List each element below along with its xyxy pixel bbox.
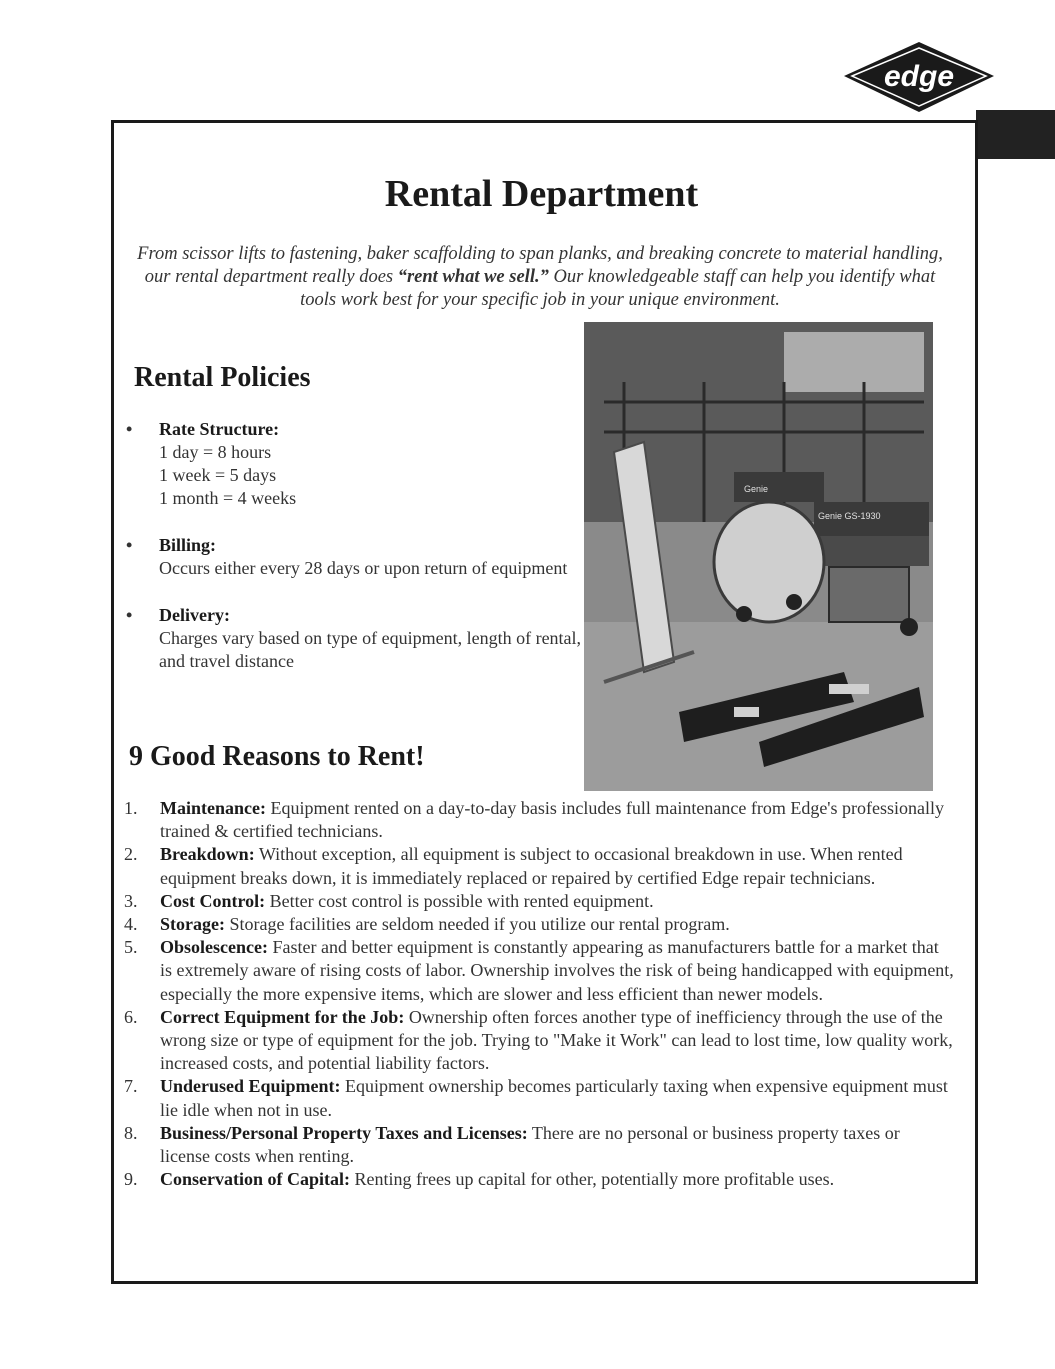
reason-number: 4. — [124, 914, 138, 935]
reason-text: Equipment ownership becomes particularly taxing when expensive equipment must lie idle when not in use. — [160, 1076, 948, 1120]
reason-text: Without exception, all equipment is subject to occasional breakdown in use. When rented equipment breaks down, it is immediately replaced or repaired by certified Edge repair technicians. — [160, 844, 903, 888]
intro-paragraph — [130, 243, 950, 312]
reason-heading: Obsolescence: — [160, 937, 268, 958]
policy-line: 1 week = 5 days — [159, 465, 277, 485]
bullet-icon: • — [126, 419, 133, 439]
intro-text-before: From scissor lifts to fastening, baker scaffolding to span planks, and breaking concrete to material handling, our rental department really does — [137, 244, 943, 287]
bullet-icon: • — [126, 605, 133, 625]
reason-heading: Underused Equipment: — [160, 1076, 341, 1097]
svg-text:edge: edge — [883, 60, 955, 93]
reason-item — [124, 913, 954, 936]
bullet-icon: • — [126, 535, 133, 555]
reason-number: 2. — [124, 844, 138, 865]
reason-text: Storage facilities are seldom needed if you utilize our rental program. — [224, 914, 730, 935]
reason-item — [124, 1122, 954, 1168]
reason-heading: Breakdown: — [160, 844, 255, 865]
reason-number: 5. — [124, 937, 138, 958]
reason-text: Renting frees up capital for other, potentially more profitable uses. — [350, 1169, 835, 1190]
policy-item — [126, 418, 586, 510]
reasons-heading: 9 Good Reasons to Rent! — [129, 741, 425, 772]
reason-item — [124, 890, 954, 913]
svg-text:Genie: Genie — [744, 484, 769, 494]
policy-heading: Billing: — [159, 535, 217, 555]
reason-item — [124, 936, 954, 1006]
reason-item — [124, 1075, 954, 1121]
reason-item — [124, 1168, 954, 1191]
reason-number: 1. — [124, 798, 138, 818]
reason-text: Faster and better equipment is constantly appearing as manufacturers battle for a market that is extremely aware of rising costs of labor. Ownership involves the risk of being handicapped with equipment, especially the more expensive items, which are slower and less efficient than newer models. — [160, 937, 954, 1004]
reason-text: Equipment rented on a day-to-day basis includes full maintenance from Edge's professionally trained & certified technicians. — [160, 798, 945, 842]
intro-emphasis: “rent what we sell.” — [397, 267, 549, 287]
policy-item — [126, 604, 586, 673]
policy-line: 1 month = 4 weeks — [159, 488, 297, 508]
reason-item — [124, 1006, 954, 1076]
svg-text:Genie GS-1930: Genie GS-1930 — [818, 511, 881, 521]
policy-line: 1 day = 8 hours — [159, 442, 272, 462]
policy-heading: Delivery: — [159, 605, 230, 625]
reason-number: 9. — [124, 1169, 138, 1190]
section-tab-marker — [976, 110, 1055, 159]
reason-heading: Conservation of Capital: — [160, 1169, 350, 1190]
rental-policies-list — [126, 418, 586, 697]
policy-line: Charges vary based on type of equipment, length of rental, and travel distance — [159, 628, 582, 671]
rental-equipment-photo — [584, 322, 933, 791]
reason-heading: Maintenance: — [160, 798, 266, 818]
reason-item — [124, 843, 954, 889]
reason-item — [124, 797, 954, 843]
rental-policies-heading: Rental Policies — [134, 362, 311, 393]
reason-number: 7. — [124, 1076, 138, 1097]
reason-number: 8. — [124, 1122, 138, 1143]
reason-heading: Cost Control: — [160, 890, 266, 911]
reason-heading: Correct Equipment for the Job: — [160, 1006, 405, 1027]
reason-text: Ownership often forces another type of inefficiency through the use of the wrong size or type of equipment for the job. Trying to "Make it Work" can lead to lost time, low quality work, increased costs, and potential liability factors. — [160, 1006, 953, 1074]
reason-heading: Business/Personal Property Taxes and Licenses: — [160, 1122, 528, 1143]
reasons-list — [124, 797, 954, 1191]
reason-text: There are no personal or business property taxes or license costs when renting. — [160, 1122, 900, 1167]
policy-item — [126, 534, 586, 580]
page-title: Rental Department — [384, 173, 699, 215]
intro-text-after: Our knowledgeable staff can help you identify what tools work best for your specific job in your unique environment. — [300, 267, 936, 310]
reason-number: 6. — [124, 1006, 138, 1027]
reason-heading: Storage: — [160, 914, 225, 935]
policy-heading: Rate Structure: — [159, 419, 280, 439]
edge-logo — [842, 40, 996, 114]
reason-number: 3. — [124, 890, 138, 911]
reason-text: Better cost control is possible with rented equipment. — [265, 890, 654, 911]
policy-line: Occurs either every 28 days or upon return of equipment — [159, 558, 568, 578]
